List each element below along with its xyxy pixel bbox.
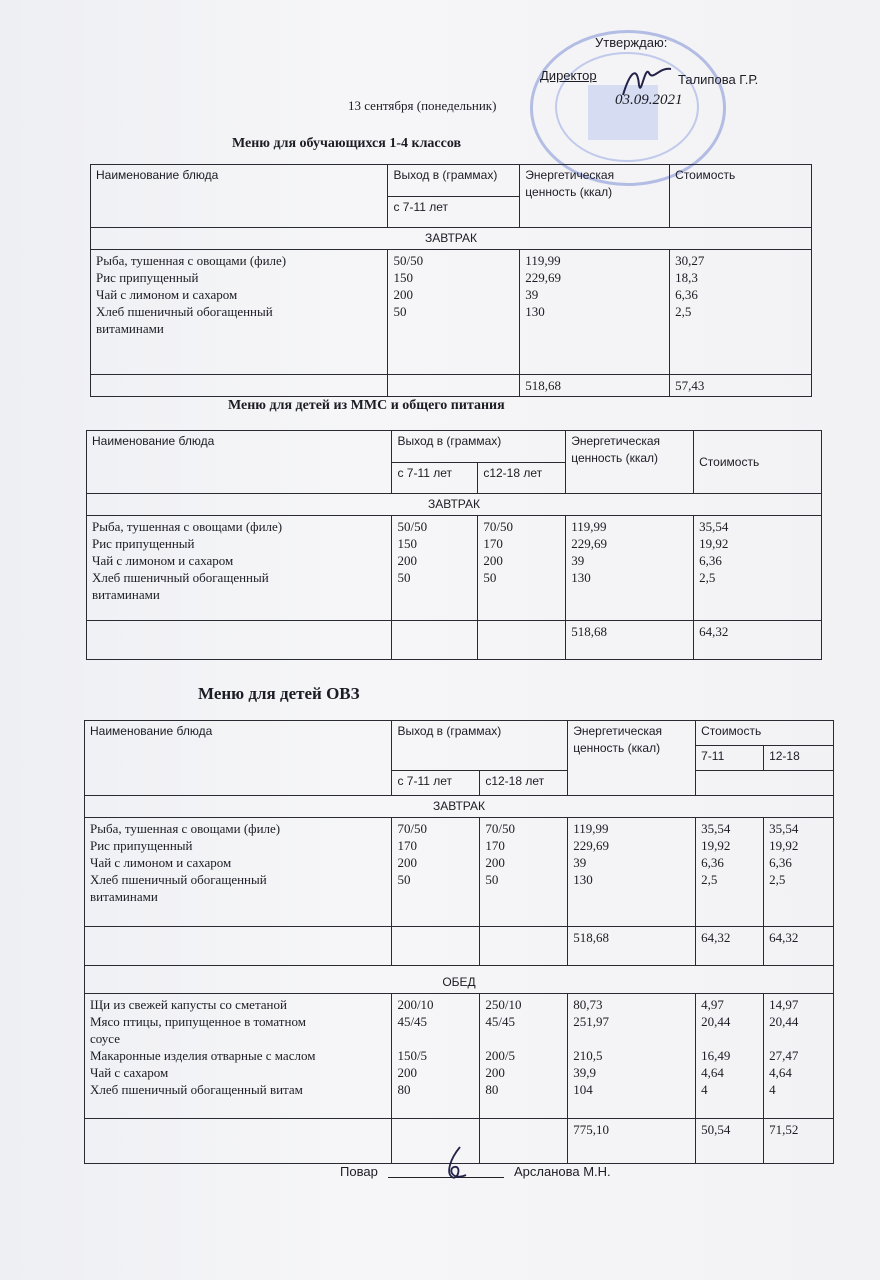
dish-list: Щи из свежей капусты со сметаной Мясо птицы, припущенное в томатном соусе Макаронные изделия отварные с маслом Чай с сахаром Хлеб пшеничный обогащенный витам	[85, 994, 392, 1119]
out-values-7-11: 70/50 170 200 50	[392, 818, 480, 927]
menu-date: 13 сентября (понедельник)	[348, 98, 497, 113]
section-breakfast: ЗАВТРАК	[91, 228, 812, 250]
energy-values: 119,99 229,69 39 130	[566, 516, 694, 621]
total-row	[91, 375, 812, 397]
out-values-12-18: 70/50 170 200 50	[480, 818, 568, 927]
table-row	[85, 994, 834, 1119]
col-cost-header: Стоимость	[670, 165, 812, 228]
menu1-header-row	[91, 165, 812, 197]
energy-values: 119,99 229,69 39 130	[568, 818, 696, 927]
col-out-header: Выход в (граммах)	[388, 165, 520, 197]
out-values-12-18: 250/10 45/45 200/5 200 80	[480, 994, 568, 1119]
col-cost-header: Стоимость	[696, 721, 834, 746]
energy-values: 119,99 229,69 39 130	[520, 250, 670, 375]
approve-label: Утверждаю:	[595, 35, 668, 50]
total-energy: 775,10	[568, 1119, 696, 1164]
col-name-header: Наименование блюда	[87, 431, 392, 494]
age-12-18-header: с12-18 лет	[480, 771, 568, 796]
age-7-11-header: с 7-11 лет	[392, 462, 478, 494]
col-out-header: Выход в (граммах)	[392, 721, 568, 771]
cost-12-18-header: 12-18	[764, 746, 834, 771]
total-cost-7-11: 64,32	[696, 927, 764, 966]
section-breakfast: ЗАВТРАК	[85, 796, 834, 818]
total-energy: 518,68	[520, 375, 670, 397]
total-cost-7-11: 50,54	[696, 1119, 764, 1164]
table-row	[91, 250, 812, 375]
menu3-table	[84, 720, 834, 1164]
menu3-title: Меню для детей ОВЗ	[198, 684, 360, 703]
col-name-header: Наименование блюда	[91, 165, 388, 228]
section-breakfast: ЗАВТРАК	[87, 494, 822, 516]
director-label: Директор	[540, 68, 597, 83]
col-energy-header: Энергетическая ценность (ккал)	[566, 431, 694, 494]
menu1-table	[90, 164, 812, 397]
total-cost-12-18: 71,52	[764, 1119, 834, 1164]
col-cost-header: Стоимость	[694, 431, 822, 494]
dish-list: Рыба, тушенная с овощами (филе) Рис припущенный Чай с лимоном и сахаром Хлеб пшеничный обогащенный витаминами	[85, 818, 392, 927]
col-energy-header: Энергетическая ценность (ккал)	[520, 165, 670, 228]
age-12-18-header: с12-18 лет	[478, 462, 566, 494]
out-values: 50/50 150 200 50	[388, 250, 520, 375]
total-row	[87, 621, 822, 660]
total-row	[85, 927, 834, 966]
out-values-7-11: 200/10 45/45 150/5 200 80	[392, 994, 480, 1119]
cook-label: Повар	[340, 1164, 378, 1179]
dish-list: Рыба, тушенная с овощами (филе) Рис припущенный Чай с лимоном и сахаром Хлеб пшеничный обогащенный витаминами	[91, 250, 388, 375]
energy-values: 80,73 251,97 210,5 39,9 104	[568, 994, 696, 1119]
cost-7-11-header: 7-11	[696, 746, 764, 771]
cost-values-7-11: 35,54 19,92 6,36 2,5	[696, 818, 764, 927]
cook-name: Арсланова М.Н.	[514, 1164, 611, 1179]
col-energy-header: Энергетическая ценность (ккал)	[568, 721, 696, 796]
menu1-title: Меню для обучающихся 1-4 классов	[232, 136, 462, 151]
total-energy: 518,68	[568, 927, 696, 966]
dish-list: Рыба, тушенная с овощами (филе) Рис припущенный Чай с лимоном и сахаром Хлеб пшеничный обогащенный витаминами	[87, 516, 392, 621]
approve-date: 03.09.2021	[615, 92, 683, 108]
section-lunch: ОБЕД	[85, 966, 834, 994]
menu2-title: Меню для детей из ММС и общего питания	[228, 398, 505, 413]
cook-signature	[440, 1145, 470, 1185]
menu2-table	[86, 430, 822, 660]
total-cost: 64,32	[694, 621, 822, 660]
age-7-11-header: с 7-11 лет	[388, 196, 520, 228]
director-name: Талипова Г.Р.	[678, 72, 759, 87]
out-values-7-11: 50/50 150 200 50	[392, 516, 478, 621]
total-cost-12-18: 64,32	[764, 927, 834, 966]
out-values-12-18: 70/50 170 200 50	[478, 516, 566, 621]
col-out-header: Выход в (граммах)	[392, 431, 566, 463]
total-energy: 518,68	[566, 621, 694, 660]
cost-values: 30,27 18,3 6,36 2,5	[670, 250, 812, 375]
cost-values-12-18: 14,97 20,44 27,47 4,64 4	[764, 994, 834, 1119]
cost-values: 35,54 19,92 6,36 2,5	[694, 516, 822, 621]
age-7-11-header: с 7-11 лет	[392, 771, 480, 796]
table-row	[87, 516, 822, 621]
table-row	[85, 818, 834, 927]
cost-values-12-18: 35,54 19,92 6,36 2,5	[764, 818, 834, 927]
col-name-header: Наименование блюда	[85, 721, 392, 796]
cost-values-7-11: 4,97 20,44 16,49 4,64 4	[696, 994, 764, 1119]
total-cost: 57,43	[670, 375, 812, 397]
